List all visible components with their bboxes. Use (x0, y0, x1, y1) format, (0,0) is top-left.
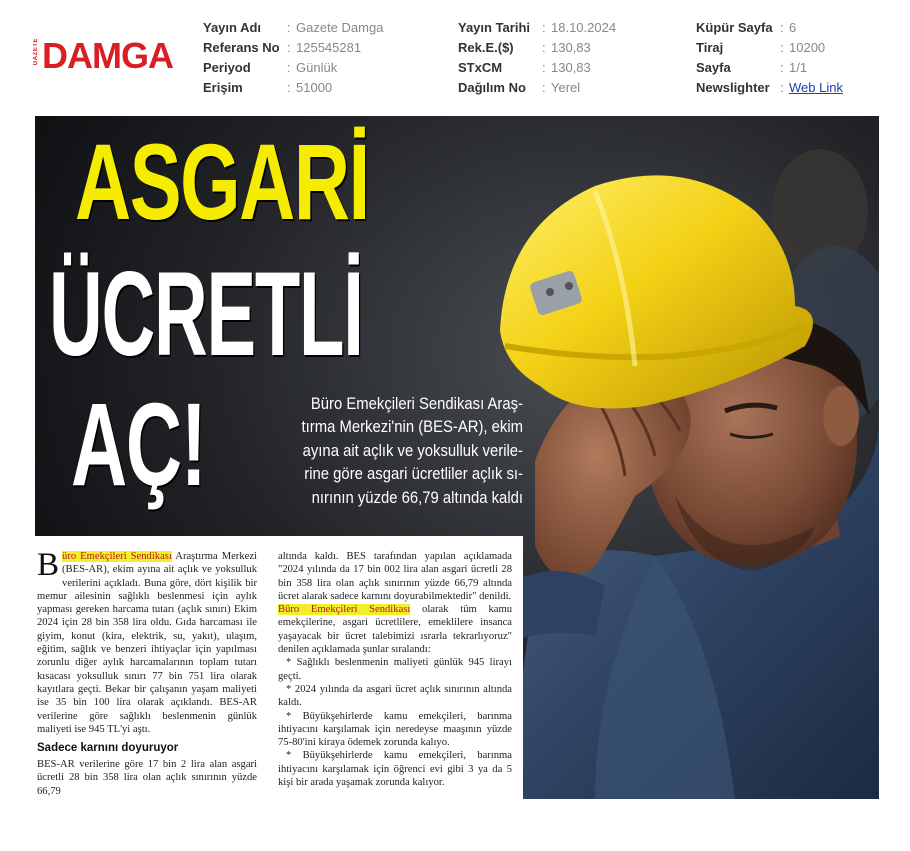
article-paragraph: altında kaldı. BES tarafından yapılan açıklamada "2024 yılında da 17 bin 002 lira alan asgari ücretli 28 bin 358 lira olan açlık sınırının yüzde 66,79 altında ücret alarak sadece karnını doyurabilmektedir" denildi. (278, 551, 512, 602)
spot-line: Büro Emekçileri Sendikası Araş- (310, 395, 523, 413)
meta-colon: : (542, 40, 546, 55)
bullet-item: * Büyükşehirlerde kamu emekçileri, barınma ihtiyacını karşılamak için neredeyse maaşının yüzde 75-80'ini kiraya ödemek zorunda kalıyo. (278, 710, 512, 749)
meta-colon: : (287, 60, 291, 75)
meta-label: Periyod (203, 60, 251, 75)
meta-colon: : (542, 80, 546, 95)
article-column-2 (278, 550, 512, 789)
bullet-item: * Sağlıklı beslenmenin maliyeti günlük 945 lirayı geçti. (278, 657, 512, 682)
article-paragraph (278, 603, 512, 656)
meta-value: 130,83 (551, 60, 591, 75)
meta-label: Tiraj (696, 40, 724, 55)
newspaper-clipping (35, 116, 879, 799)
web-link[interactable]: Web Link (789, 80, 843, 95)
meta-label: STxCM (458, 60, 503, 75)
spot-line: nırının yüzde 66,79 altında kaldı (311, 488, 523, 507)
logo-side-text: GAZETE (33, 38, 39, 66)
meta-colon: : (780, 60, 784, 75)
meta-value: Günlük (296, 60, 338, 75)
meta-value: 18.10.2024 (551, 20, 617, 35)
meta-colon: : (542, 60, 546, 75)
meta-colon: : (287, 40, 291, 55)
meta-value: 1/1 (789, 60, 808, 75)
meta-label: Erişim (203, 80, 243, 95)
paragraph-text: Araştırma Merkezi (BES-AR), ekim ayına ait açlık ve yoksulluk verilerini açıkladı. Buna göre, dört kişilik bir memur ailesinin sağlıklı beslenmesi için aylık yapması gereken harcama tutarı (açlık sınırı) Ekim 2024 için 28 bin 358 lira oldu. Gıda harcaması ile giyim, konut (kira, elektrik, su, yakıt), ulaşım, eğitim, sağlık ve benzeri ihtiyaçlar için yapılması zorunlu diğer aylık harcamalarının toplam tutarı kısacası yoksulluk sınırı 77 bin 751 lira olarak kayıtlara geçti. Bekar bir çalışanın yaşam maliyeti ise 35 bin 100 lira olarak açıklandı. BES-AR verilerine göre sağlıklı beslenmenin günlük maliyeti ise 945 TL'yi aştı. (37, 551, 257, 735)
spot-line: tırma Merkezi'nin (BES-AR), ekim (301, 418, 523, 437)
meta-colon: : (780, 20, 784, 35)
headline-line-1: ASGARİ (75, 121, 369, 242)
publication-logo (33, 36, 175, 80)
meta-colon: : (287, 20, 291, 35)
spot-line: rine göre asgari ücretliler açlık sı- (304, 465, 523, 484)
drop-cap: B (37, 547, 60, 583)
meta-colon: : (780, 40, 784, 55)
headline-line-2: ÜCRETLİ (49, 247, 363, 381)
article-column-1 (37, 547, 257, 798)
meta-colon: : (780, 80, 784, 95)
meta-label: Sayfa (696, 60, 731, 75)
meta-value: 130,83 (551, 40, 591, 55)
meta-value: 51000 (296, 80, 333, 95)
meta-label: Yayın Tarihi (458, 20, 531, 35)
meta-value: 125545281 (296, 40, 362, 55)
bullet-item: * 2024 yılında da asgari ücret açlık sınırının altında kaldı. (278, 683, 512, 709)
meta-label: Referans No (203, 40, 280, 55)
spot-line: ayına ait açlık ve yoksulluk verile- (302, 441, 523, 460)
meta-label: Newslighter (696, 80, 770, 95)
meta-label: Küpür Sayfa (696, 20, 773, 35)
highlighted-term: üro Emekçileri Sendikası (62, 551, 172, 562)
meta-value: 10200 (789, 40, 826, 55)
meta-value: Yerel (551, 80, 581, 95)
spot-text (282, 393, 523, 510)
meta-colon: : (542, 20, 546, 35)
headline-line-3: AÇ! (71, 379, 206, 511)
article-paragraph (37, 547, 257, 736)
logo-main-text: DAMGA (42, 35, 173, 76)
meta-colon: : (287, 80, 291, 95)
bullet-item: * Büyükşehirlerde kamu emekçileri, barınma ihtiyacını karşılamak için öğrenci evi gibi 3 ya da 5 kişi bir arada yaşamak zorunda kalıyor. (278, 750, 512, 789)
subheading: Sadece karnını doyuruyor (37, 742, 179, 755)
meta-value: Gazete Damga (296, 20, 384, 35)
meta-value: 6 (789, 20, 797, 35)
meta-label: Yayın Adı (203, 20, 262, 35)
highlighted-term: Büro Emekçileri Sendikası (278, 604, 411, 616)
article-paragraph: BES-AR verilerine göre 17 bin 2 lira alan asgari ücretli 28 bin 358 lira olan açlık sınırının yüzde 66,79 (37, 759, 257, 797)
meta-label: Dağılım No (458, 80, 526, 95)
paragraph-text: olarak tüm kamu emekçilerine, asgari ücretlilere, emeklilere insanca yaşayacak bir ücret talebimizi ısrarla tekrarlıyoruz" denilen açıklamada şunlar sıralandı: (278, 604, 513, 656)
meta-label: Rek.E.($) (458, 40, 514, 55)
